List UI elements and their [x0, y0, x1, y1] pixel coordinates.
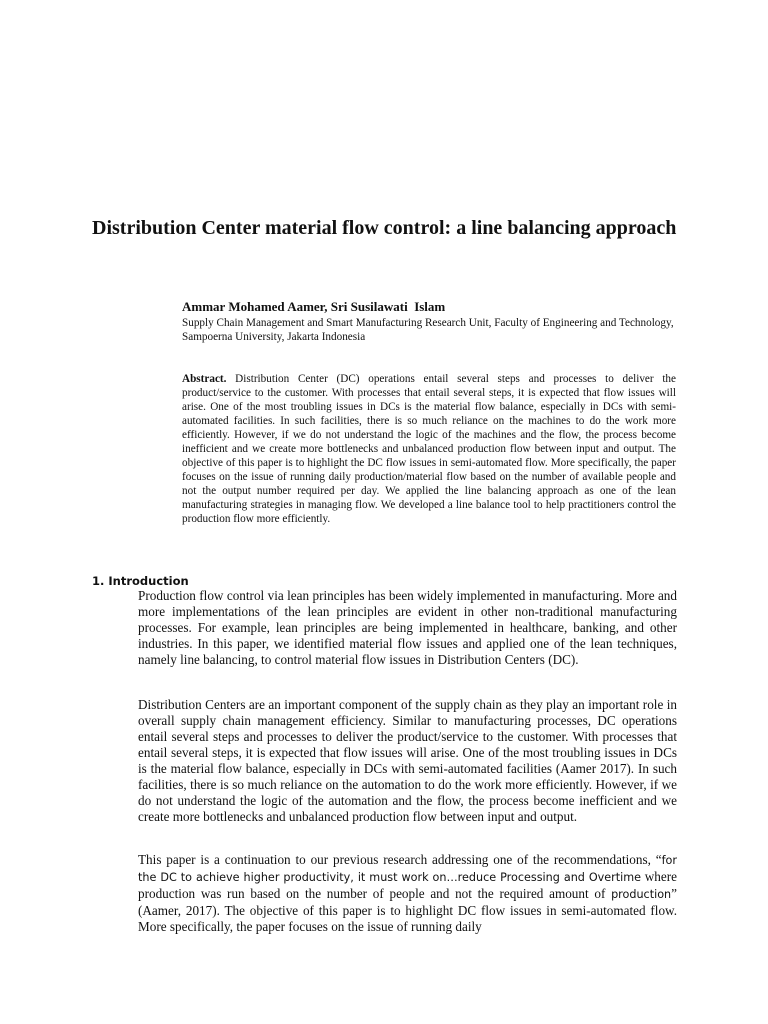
- introduction-paragraph-1: Production flow control via lean principles has been widely implemented in manufacturing. More and more implementations of the lean principles are evident in other non-traditional manufacturing processes. For example, lean principles are being implemented in healthcare, banking, and other industries. In this paper, we identified material flow issues and applied one of the lean techniques, namely line balancing, to control material flow issues in Distribution Centers (DC).: [138, 588, 677, 667]
- paper-title: Distribution Center material flow control: a line balancing approach: [92, 217, 677, 239]
- paragraph-3-quote-b: production: [611, 888, 672, 901]
- author-list: Ammar Mohamed Aamer, Sri Susilawati Islam: [182, 299, 446, 314]
- author-affiliation: Supply Chain Management and Smart Manufacturing Research Unit, Faculty of Engineering and Technology, Sampoerna University, Jakarta Indonesia: [182, 317, 674, 343]
- abstract: [182, 372, 676, 526]
- section-heading-introduction: 1. Introduction: [92, 574, 189, 588]
- paragraph-3-mid: where production was run based on the number of people and not the required amount of: [138, 869, 678, 901]
- abstract-label: Abstract.: [182, 373, 227, 385]
- introduction-paragraph-3: [138, 852, 677, 935]
- paragraph-3-intro: This paper is a continuation to our previous research addressing one of the recommendations, “: [138, 852, 662, 867]
- abstract-text: Distribution Center (DC) operations entail several steps and processes to deliver the product/service to the customer. With processes that entail several steps, it is expected that flow issues will arise. One of the most troubling issues in DCs is the material flow balance, especially in DCs with semi-automated facilities. In such facilities, there is so much reliance on the machines to do the work more efficiently. However, if we do not understand the logic of the machines and the flow, the process become inefficient and we create more bottlenecks and unbalanced production flow between input and output. The objective of this paper is to highlight the DC flow issues in semi-automated flow. More specifically, the paper focuses on the issue of running daily production/material flow based on the number of available people and not the output number required per day. We applied the line balancing approach as one of the lean manufacturing strategies in managing flow. We developed a line balance tool to help practitioners control the production flow more efficiently.: [182, 373, 676, 525]
- paragraph-3-end: ” (Aamer, 2017). The objective of this paper is to highlight DC flow issues in semi-automated flow. More specifically, the paper focuses on the issue of running daily: [138, 886, 677, 934]
- paragraph-3-quote-a: for the DC to achieve higher productivity, it must work on…reduce Processing and Overtime: [138, 854, 677, 884]
- introduction-paragraph-2: Distribution Centers are an important component of the supply chain as they play an important role in overall supply chain management efficiency. Similar to manufacturing processes, DC operations entail several steps and processes to deliver the product/service to the customer. With processes that entail several steps, it is expected that flow issues will arise. One of the most troubling issues in DCs is the material flow balance, especially in DCs with semi-automated facilities (Aamer 2017). In such facilities, there is so much reliance on the automation to do the work more efficiently. However, if we do not understand the logic of the automation and the flow, the process become inefficient and we create more bottlenecks and unbalanced production flow between input and output.: [138, 697, 677, 824]
